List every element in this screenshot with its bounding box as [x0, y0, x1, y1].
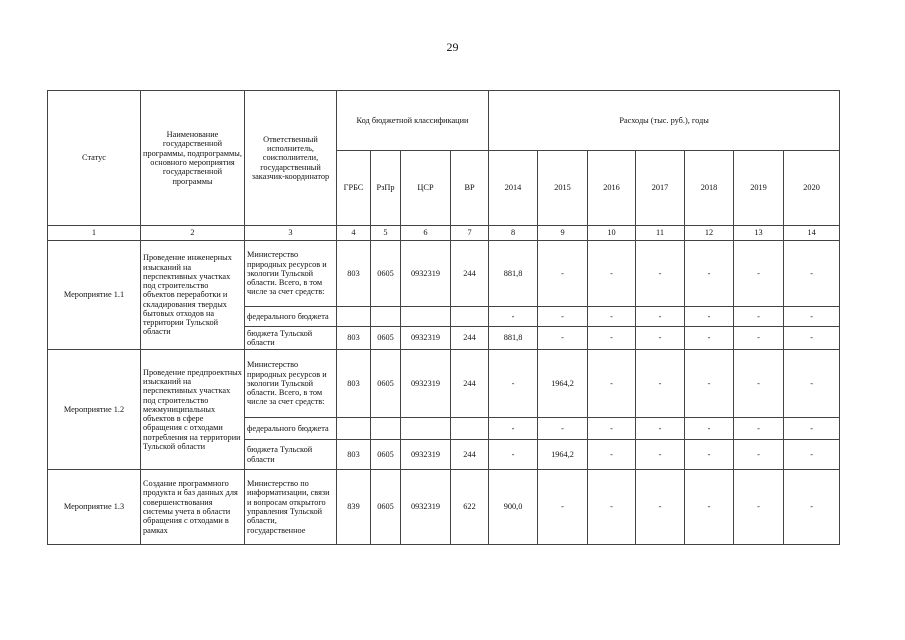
row-executor: Министерство по информатизации, связи и вопросам открытого управления Тульской области, государственное — [245, 470, 337, 545]
cell-2019: - — [734, 440, 784, 470]
row-name: Проведение инженерных изысканий на перспективных участках под строительство объектов переработки и складирования твердых бытовых отходов на территории Тульской области — [141, 241, 245, 350]
column-number: 11 — [636, 226, 685, 241]
header-expenses: Расходы (тыс. руб.), годы — [489, 91, 840, 151]
cell-2019: - — [734, 350, 784, 418]
column-number: 2 — [141, 226, 245, 241]
cell-rzpr: 0605 — [371, 470, 401, 545]
cell-2020: - — [784, 241, 840, 307]
cell-2017: - — [636, 470, 685, 545]
column-number: 8 — [489, 226, 538, 241]
column-number: 6 — [401, 226, 451, 241]
header-code-vr: ВР — [451, 151, 489, 226]
cell-2015: - — [538, 241, 588, 307]
cell-2015: 1964,2 — [538, 350, 588, 418]
cell-vr: 244 — [451, 440, 489, 470]
cell-csr: 0932319 — [401, 440, 451, 470]
cell-vr — [451, 418, 489, 440]
cell-2019: - — [734, 241, 784, 307]
cell-2016: - — [588, 418, 636, 440]
cell-vr: 244 — [451, 350, 489, 418]
cell-2019: - — [734, 307, 784, 327]
cell-grbs: 803 — [337, 241, 371, 307]
column-number: 4 — [337, 226, 371, 241]
cell-2018: - — [685, 350, 734, 418]
cell-2019: - — [734, 470, 784, 545]
cell-2016: - — [588, 241, 636, 307]
cell-grbs: 803 — [337, 350, 371, 418]
row-name: Создание программного продукта и баз данных для совершенствования системы учета в области обращения с отходами в рамках — [141, 470, 245, 545]
row-executor: бюджета Тульской области — [245, 440, 337, 470]
cell-2015: - — [538, 470, 588, 545]
table-row — [48, 470, 840, 545]
row-name: Проведение предпроектных изысканий на перспективных участках под строительство межмуниципальных объектов в сфере обращения с отходами потребления на территории Тульской области — [141, 350, 245, 470]
cell-2017: - — [636, 350, 685, 418]
cell-2016: - — [588, 307, 636, 327]
cell-2016: - — [588, 327, 636, 350]
table-row — [48, 350, 840, 418]
cell-rzpr: 0605 — [371, 241, 401, 307]
cell-2019: - — [734, 327, 784, 350]
cell-2015: - — [538, 327, 588, 350]
row-status: Мероприятие 1.2 — [48, 350, 141, 470]
cell-csr — [401, 418, 451, 440]
cell-2015: - — [538, 307, 588, 327]
cell-2020: - — [784, 350, 840, 418]
table-row — [48, 241, 840, 307]
column-number: 5 — [371, 226, 401, 241]
header-year-2017: 2017 — [636, 151, 685, 226]
row-executor: федерального бюджета — [245, 307, 337, 327]
cell-2014: 900,0 — [489, 470, 538, 545]
header-executor: Ответственный исполнитель, соисполнители, государственный заказчик-координатор — [245, 91, 337, 226]
cell-vr: 244 — [451, 327, 489, 350]
cell-2014: 881,8 — [489, 327, 538, 350]
row-status: Мероприятие 1.3 — [48, 470, 141, 545]
column-number: 1 — [48, 226, 141, 241]
cell-csr — [401, 307, 451, 327]
cell-csr: 0932319 — [401, 350, 451, 418]
cell-rzpr: 0605 — [371, 327, 401, 350]
header-budget-code: Код бюджетной классификации — [337, 91, 489, 151]
column-number: 9 — [538, 226, 588, 241]
cell-csr: 0932319 — [401, 470, 451, 545]
column-number-row — [48, 226, 840, 241]
cell-2017: - — [636, 327, 685, 350]
cell-2015: - — [538, 418, 588, 440]
cell-grbs — [337, 418, 371, 440]
cell-2014: - — [489, 418, 538, 440]
header-year-2016: 2016 — [588, 151, 636, 226]
cell-grbs: 839 — [337, 470, 371, 545]
cell-2017: - — [636, 241, 685, 307]
column-number: 12 — [685, 226, 734, 241]
row-executor: бюджета Тульской области — [245, 327, 337, 350]
column-number: 7 — [451, 226, 489, 241]
header-year-2015: 2015 — [538, 151, 588, 226]
cell-csr: 0932319 — [401, 241, 451, 307]
budget-table — [47, 90, 840, 545]
cell-2018: - — [685, 241, 734, 307]
header-code-grbs: ГРБС — [337, 151, 371, 226]
header-year-2020: 2020 — [784, 151, 840, 226]
cell-vr: 244 — [451, 241, 489, 307]
cell-2016: - — [588, 440, 636, 470]
cell-2014: 881,8 — [489, 241, 538, 307]
page-number: 29 — [446, 40, 459, 54]
column-number: 13 — [734, 226, 784, 241]
cell-csr: 0932319 — [401, 327, 451, 350]
column-number: 14 — [784, 226, 840, 241]
cell-2020: - — [784, 470, 840, 545]
cell-rzpr: 0605 — [371, 440, 401, 470]
cell-2016: - — [588, 470, 636, 545]
cell-rzpr: 0605 — [371, 350, 401, 418]
cell-2017: - — [636, 440, 685, 470]
cell-vr — [451, 307, 489, 327]
header-code-rzpr: РзПр — [371, 151, 401, 226]
cell-2020: - — [784, 440, 840, 470]
cell-2018: - — [685, 470, 734, 545]
cell-2019: - — [734, 418, 784, 440]
column-number: 10 — [588, 226, 636, 241]
cell-2014: - — [489, 440, 538, 470]
cell-2017: - — [636, 307, 685, 327]
cell-grbs: 803 — [337, 440, 371, 470]
header-status: Статус — [48, 91, 141, 226]
row-executor: Министерство природных ресурсов и экологии Тульской области. Всего, в том числе за счет средств: — [245, 350, 337, 418]
cell-vr: 622 — [451, 470, 489, 545]
cell-rzpr — [371, 418, 401, 440]
cell-2016: - — [588, 350, 636, 418]
column-number: 3 — [245, 226, 337, 241]
row-executor: Министерство природных ресурсов и экологии Тульской области. Всего, в том числе за счет средств: — [245, 241, 337, 307]
row-status: Мероприятие 1.1 — [48, 241, 141, 350]
cell-2020: - — [784, 307, 840, 327]
cell-2018: - — [685, 440, 734, 470]
header-year-2018: 2018 — [685, 151, 734, 226]
cell-2020: - — [784, 418, 840, 440]
cell-2018: - — [685, 307, 734, 327]
header-name: Наименование государственной программы, подпрограммы, основного мероприятия государственной программы — [141, 91, 245, 226]
header-year-2019: 2019 — [734, 151, 784, 226]
cell-grbs: 803 — [337, 327, 371, 350]
cell-2018: - — [685, 418, 734, 440]
cell-2014: - — [489, 350, 538, 418]
cell-2020: - — [784, 327, 840, 350]
cell-rzpr — [371, 307, 401, 327]
cell-grbs — [337, 307, 371, 327]
cell-2014: - — [489, 307, 538, 327]
cell-2018: - — [685, 327, 734, 350]
cell-2017: - — [636, 418, 685, 440]
cell-2015: 1964,2 — [538, 440, 588, 470]
header-code-csr: ЦСР — [401, 151, 451, 226]
row-executor: федерального бюджета — [245, 418, 337, 440]
header-year-2014: 2014 — [489, 151, 538, 226]
